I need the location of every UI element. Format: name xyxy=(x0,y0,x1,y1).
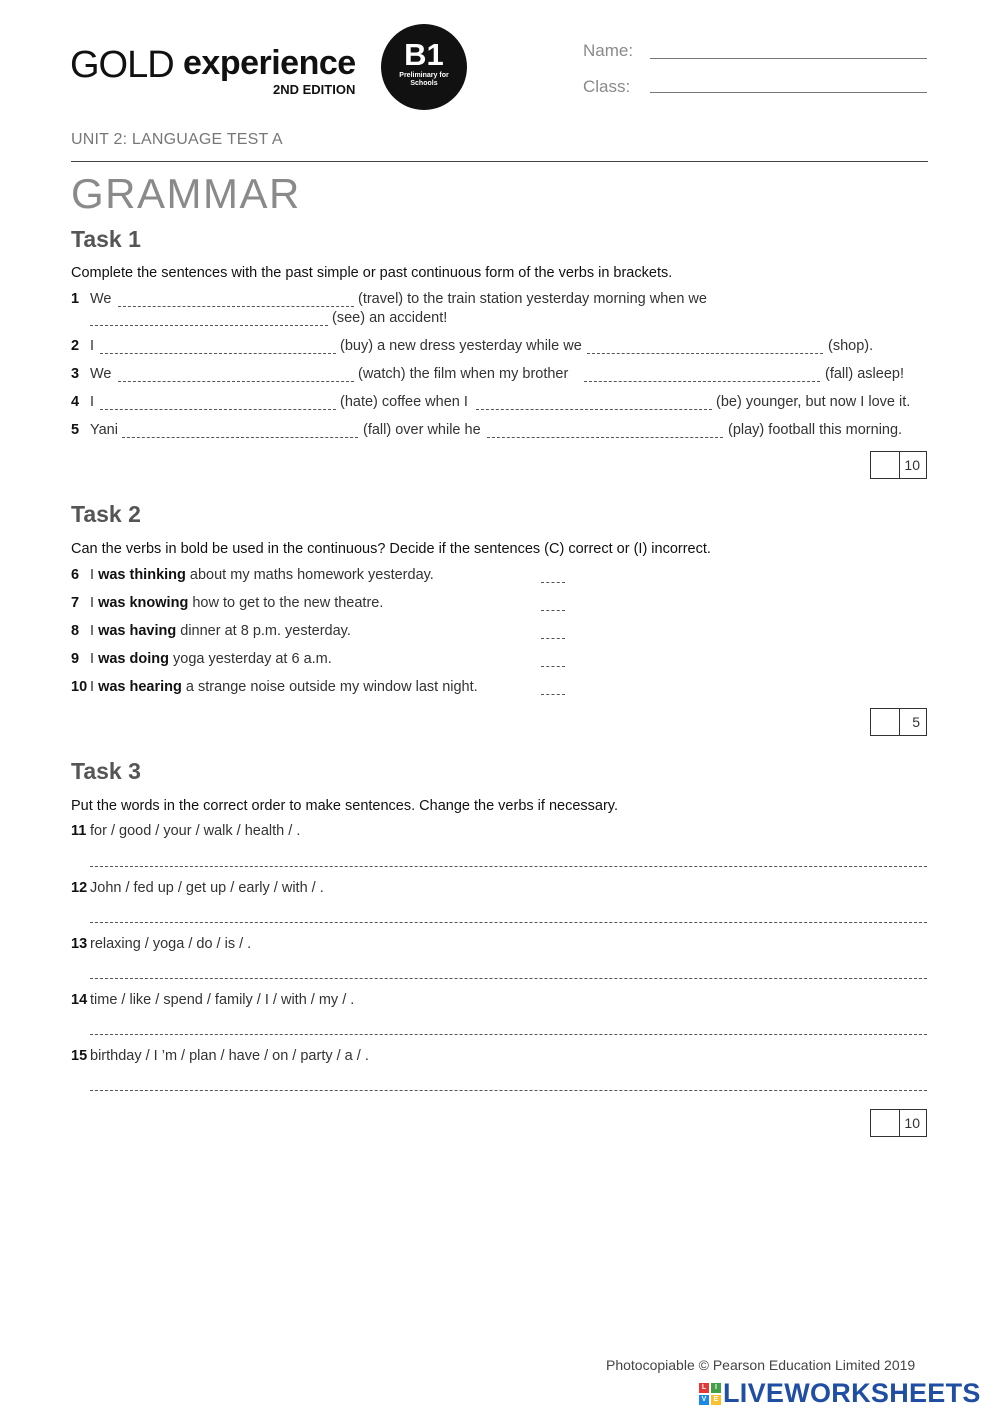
task3-instruction: Put the words in the correct order to make sentences. Change the verbs if necessary. xyxy=(71,798,618,814)
task2-item-text: I was knowing how to get to the new theatre. xyxy=(90,595,384,611)
answer-blank[interactable] xyxy=(118,381,354,382)
answer-line[interactable] xyxy=(90,866,927,867)
answer-blank[interactable] xyxy=(541,582,565,583)
bold-verb: was hearing xyxy=(98,679,182,695)
name-field[interactable] xyxy=(650,58,927,59)
answer-blank[interactable] xyxy=(90,325,328,326)
bold-verb: was thinking xyxy=(98,567,186,583)
logo-letter: I xyxy=(711,1383,721,1393)
task1-item-text: I xyxy=(90,338,95,354)
bold-verb: was knowing xyxy=(98,595,189,611)
answer-blank[interactable] xyxy=(100,409,336,410)
badge-level: B1 xyxy=(404,37,444,72)
answer-blank[interactable] xyxy=(476,409,712,410)
level-badge xyxy=(381,24,467,110)
task1-item-number: 4 xyxy=(71,394,80,410)
answer-line[interactable] xyxy=(90,978,927,979)
score-input[interactable] xyxy=(871,1110,900,1136)
name-label: Name: xyxy=(583,41,634,60)
bold-verb: was doing xyxy=(98,651,169,667)
task2-item-number: 10 xyxy=(71,679,88,695)
task3-title: Task 3 xyxy=(71,758,141,784)
score-max: 10 xyxy=(904,457,920,473)
liveworksheets-logo-icon xyxy=(699,1383,721,1405)
answer-blank[interactable] xyxy=(584,381,820,382)
answer-blank[interactable] xyxy=(541,610,565,611)
answer-blank[interactable] xyxy=(100,353,336,354)
task3-item-text: for / good / your / walk / health / . xyxy=(90,823,301,839)
task1-item-text: (play) football this morning. xyxy=(728,422,903,438)
task1-item-number: 5 xyxy=(71,422,80,438)
answer-blank[interactable] xyxy=(541,694,565,695)
answer-line[interactable] xyxy=(90,922,927,923)
task1-item-text: We xyxy=(90,366,112,382)
score-max: 10 xyxy=(904,1115,920,1131)
task3-score-box xyxy=(870,1109,927,1137)
class-label: Class: xyxy=(583,77,631,96)
logo-letter: L xyxy=(699,1383,709,1393)
task1-item-text: (fall) over while he xyxy=(363,422,481,438)
task2-item-number: 6 xyxy=(71,567,80,583)
task2-item-number: 9 xyxy=(71,651,80,667)
task3-item-number: 12 xyxy=(71,880,88,896)
answer-blank[interactable] xyxy=(122,437,358,438)
task2-item-text: I was hearing a strange noise outside my window last night. xyxy=(90,679,478,695)
task1-title: Task 1 xyxy=(71,226,141,252)
task1-item-text: (fall) asleep! xyxy=(825,366,904,382)
unit-title: UNIT 2: LANGUAGE TEST A xyxy=(71,131,283,148)
task2-item-text: I was doing yoga yesterday at 6 a.m. xyxy=(90,651,332,667)
task2-instruction: Can the verbs in bold be used in the continuous? Decide if the sentences (C) correct or (I) incorrect. xyxy=(71,541,711,557)
task2-item-number: 7 xyxy=(71,595,80,611)
task3-item-number: 15 xyxy=(71,1048,88,1064)
answer-blank[interactable] xyxy=(118,306,354,307)
copyright-text: Photocopiable © Pearson Education Limited 2019 xyxy=(606,1357,916,1373)
task3-item-text: relaxing / yoga / do / is / . xyxy=(90,936,252,952)
task1-item-text: (watch) the film when my brother xyxy=(358,366,569,382)
task3-item-number: 11 xyxy=(71,823,87,839)
answer-line[interactable] xyxy=(90,1034,927,1035)
task2-item-text: I was thinking about my maths homework yesterday. xyxy=(90,567,434,583)
task1-item-text: I xyxy=(90,394,95,410)
badge-subtitle: Preliminary for Schools xyxy=(399,72,449,87)
task1-item-text: (hate) coffee when I xyxy=(340,394,468,410)
task1-item-text: (travel) to the train station yesterday morning when we xyxy=(358,291,707,307)
logo-experience: experience xyxy=(183,44,356,82)
answer-blank[interactable] xyxy=(587,353,823,354)
liveworksheets-brand[interactable]: LIVEWORKSHEETS xyxy=(723,1378,981,1408)
task3-item-text: time / like / spend / family / I / with / my / . xyxy=(90,992,355,1008)
logo-letter: E xyxy=(711,1395,721,1405)
task2-title: Task 2 xyxy=(71,501,141,527)
task2-item-text: I was having dinner at 8 p.m. yesterday. xyxy=(90,623,351,639)
score-input[interactable] xyxy=(871,709,900,735)
task3-item-text: birthday / I ’m / plan / have / on / party / a / . xyxy=(90,1048,369,1064)
task1-item-number: 2 xyxy=(71,338,80,354)
task2-score-box xyxy=(870,708,927,736)
task1-item-text: Yani xyxy=(90,422,118,438)
header-divider xyxy=(71,161,928,162)
answer-blank[interactable] xyxy=(487,437,723,438)
section-title: GRAMMAR xyxy=(71,170,301,217)
task3-item-text: John / fed up / get up / early / with / . xyxy=(90,880,324,896)
task1-item-number: 3 xyxy=(71,366,80,382)
bold-verb: was having xyxy=(98,623,177,639)
answer-blank[interactable] xyxy=(541,638,565,639)
task3-item-number: 13 xyxy=(71,936,88,952)
logo-gold: GOLD xyxy=(70,44,174,86)
class-field[interactable] xyxy=(650,92,927,93)
task1-item-text: (be) younger, but now I love it. xyxy=(716,394,911,410)
task3-item-number: 14 xyxy=(71,992,88,1008)
task2-item-number: 8 xyxy=(71,623,80,639)
logo-edition: 2ND EDITION xyxy=(273,82,356,97)
task1-item-text: (shop). xyxy=(828,338,874,354)
logo-letter: V xyxy=(699,1395,709,1405)
task1-instruction: Complete the sentences with the past simple or past continuous form of the verbs in brackets. xyxy=(71,265,673,281)
task1-item-text: (see) an accident! xyxy=(332,310,448,326)
task1-score-box xyxy=(870,451,927,479)
task1-item-text: (buy) a new dress yesterday while we xyxy=(340,338,582,354)
score-max: 5 xyxy=(912,714,920,730)
answer-line[interactable] xyxy=(90,1090,927,1091)
answer-blank[interactable] xyxy=(541,666,565,667)
task1-item-number: 1 xyxy=(71,291,80,307)
task1-item-text: We xyxy=(90,291,112,307)
score-input[interactable] xyxy=(871,452,900,478)
